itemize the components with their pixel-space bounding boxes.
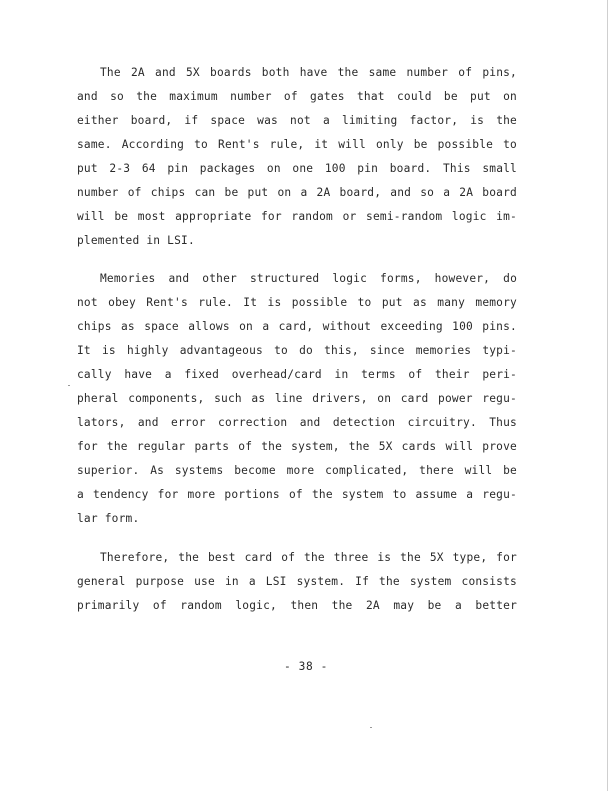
paragraph-1-line-7: will be most appropriate for random or semi-random logic im- (77, 210, 517, 223)
paragraph-2-line-9: superior. As systems become more complicated, there will be (77, 464, 517, 477)
paragraph-3-line-2: general purpose use in a LSI system. If the system consists (77, 575, 517, 588)
paragraph-1-line-5: put 2-3 64 pin packages on one 100 pin board. This small (77, 162, 517, 175)
scan-speck (68, 385, 70, 386)
page-number: - 38 - (283, 660, 328, 673)
paragraph-2-line-2: not obey Rent's rule. It is possible to put as many memory (77, 296, 517, 309)
paragraph-2-line-4: It is highly advantageous to do this, since memories typi- (77, 344, 517, 357)
paragraph-1-line-6: number of chips can be put on a 2A board, and so a 2A board (77, 186, 517, 199)
paragraph-1-line-4: same. According to Rent's rule, it will only be possible to (77, 138, 517, 151)
scan-speck (370, 727, 372, 728)
paragraph-3-line-3: primarily of random logic, then the 2A may be a better (77, 599, 517, 612)
paragraph-2-line-6: pheral components, such as line drivers, on card power regu- (77, 392, 517, 405)
paragraph-3-line-1: Therefore, the best card of the three is the 5X type, for (100, 551, 517, 564)
paragraph-2-line-1: Memories and other structured logic forms, however, do (100, 272, 517, 285)
paragraph-1-line-2: and so the maximum number of gates that could be put on (77, 90, 517, 103)
paragraph-2-line-7: lators, and error correction and detection circuitry. Thus (77, 416, 517, 429)
paragraph-2-line-3: chips as space allows on a card, without exceeding 100 pins. (77, 320, 517, 333)
paragraph-1-line-1: The 2A and 5X boards both have the same number of pins, (100, 66, 517, 79)
scan-margin-rule (607, 0, 608, 791)
paragraph-1-line-8: plemented in LSI. (77, 234, 195, 247)
paragraph-2-line-10: a tendency for more portions of the system to assume a regu- (77, 488, 517, 501)
paragraph-2-line-11: lar form. (77, 512, 140, 525)
paragraph-2-line-5: cally have a fixed overhead/card in terms of their peri- (77, 368, 517, 381)
paragraph-1-line-3: either board, if space was not a limiting factor, is the (77, 114, 517, 127)
paragraph-2-line-8: for the regular parts of the system, the 5X cards will prove (77, 440, 517, 453)
